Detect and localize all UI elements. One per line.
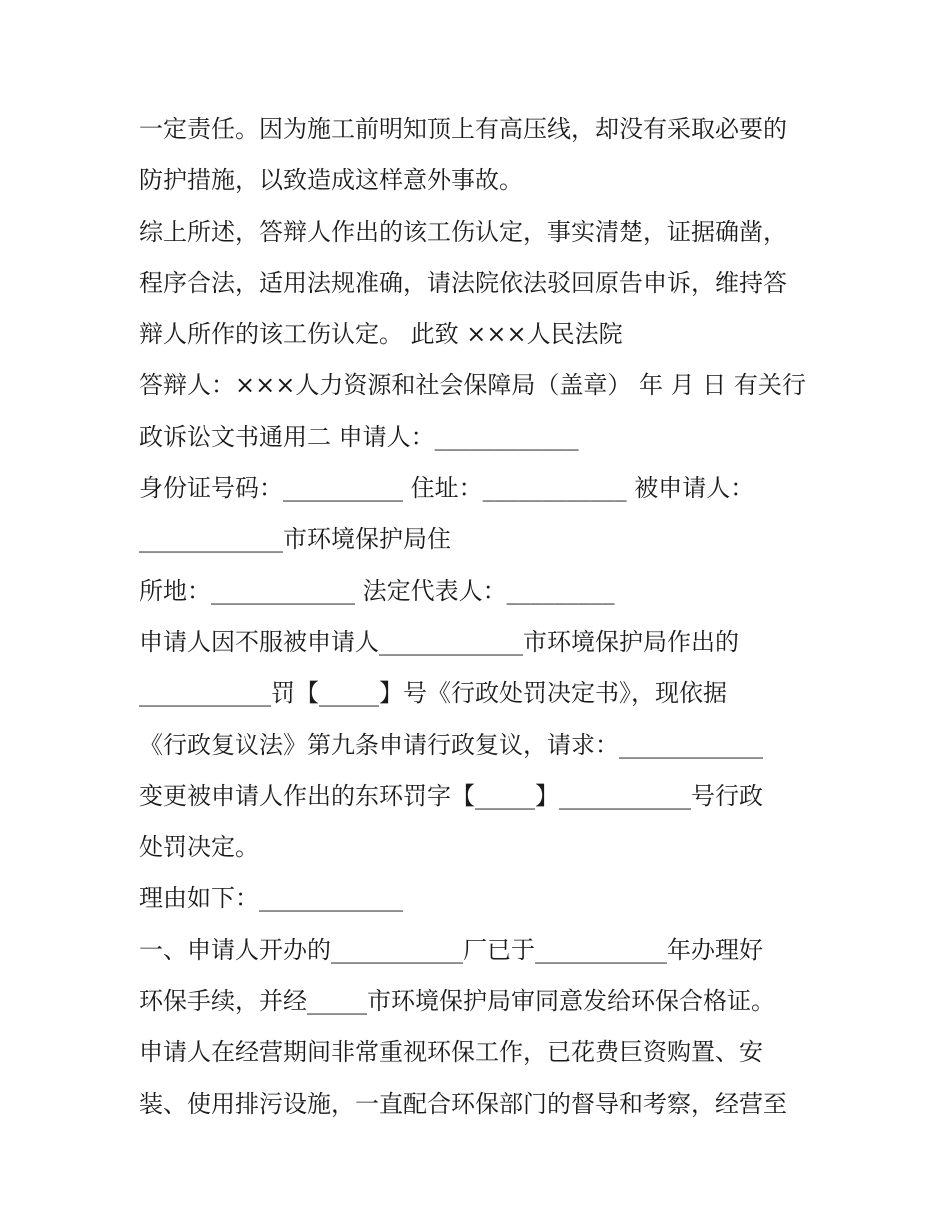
text-line: 综上所述，答辩人作出的该工伤认定，事实清楚，证据确凿，	[139, 217, 787, 246]
text-line: 答辩人：×××人力资源和社会保障局（盖章） 年 月 日 有关行	[139, 371, 806, 400]
text-line: 申请人在经营期间非常重视环保工作，已花费巨资购置、安	[139, 1038, 763, 1067]
text-line: 《行政复议法》第九条申请行政复议，请求：____________	[139, 730, 763, 759]
text-line: 一定责任。因为施工前明知顶上有高压线，却没有采取必要的	[139, 115, 787, 143]
text-line: 防护措施，以致造成这样意外事故。	[139, 166, 523, 195]
text-line: 装、使用排污设施，一直配合环保部门的督导和考察，经营至	[139, 1089, 787, 1118]
text-line: 申请人因不服被申请人____________市环境保护局作出的	[139, 627, 739, 656]
text-line: 所地：____________ 法定代表人：_________	[139, 576, 615, 605]
text-line: 身份证号码：__________ 住址：____________ 被申请人：	[139, 474, 755, 503]
text-line: ____________市环境保护局住	[139, 525, 451, 554]
text-line: 理由如下：____________	[139, 884, 403, 913]
document-body	[139, 104, 819, 1130]
text-line: 变更被申请人作出的东环罚字【_____】___________号行政	[139, 781, 763, 810]
text-line: 程序合法，适用法规准确，请法院依法驳回原告申诉，维持答	[139, 268, 787, 297]
text-line: 辩人所作的该工伤认定。 此致 ×××人民法院	[139, 320, 623, 349]
text-line: ___________罚【_____】号《行政处罚决定书》，现依据	[139, 679, 727, 708]
text-line: 政诉讼文书通用二 申请人：____________	[139, 422, 579, 451]
text-line: 环保手续，并经_____市环境保护局审同意发给环保合格证。	[139, 987, 775, 1016]
text-line: 处罚决定。	[139, 833, 259, 862]
text-line: 一、申请人开办的___________厂已于___________年办理好	[139, 935, 763, 964]
